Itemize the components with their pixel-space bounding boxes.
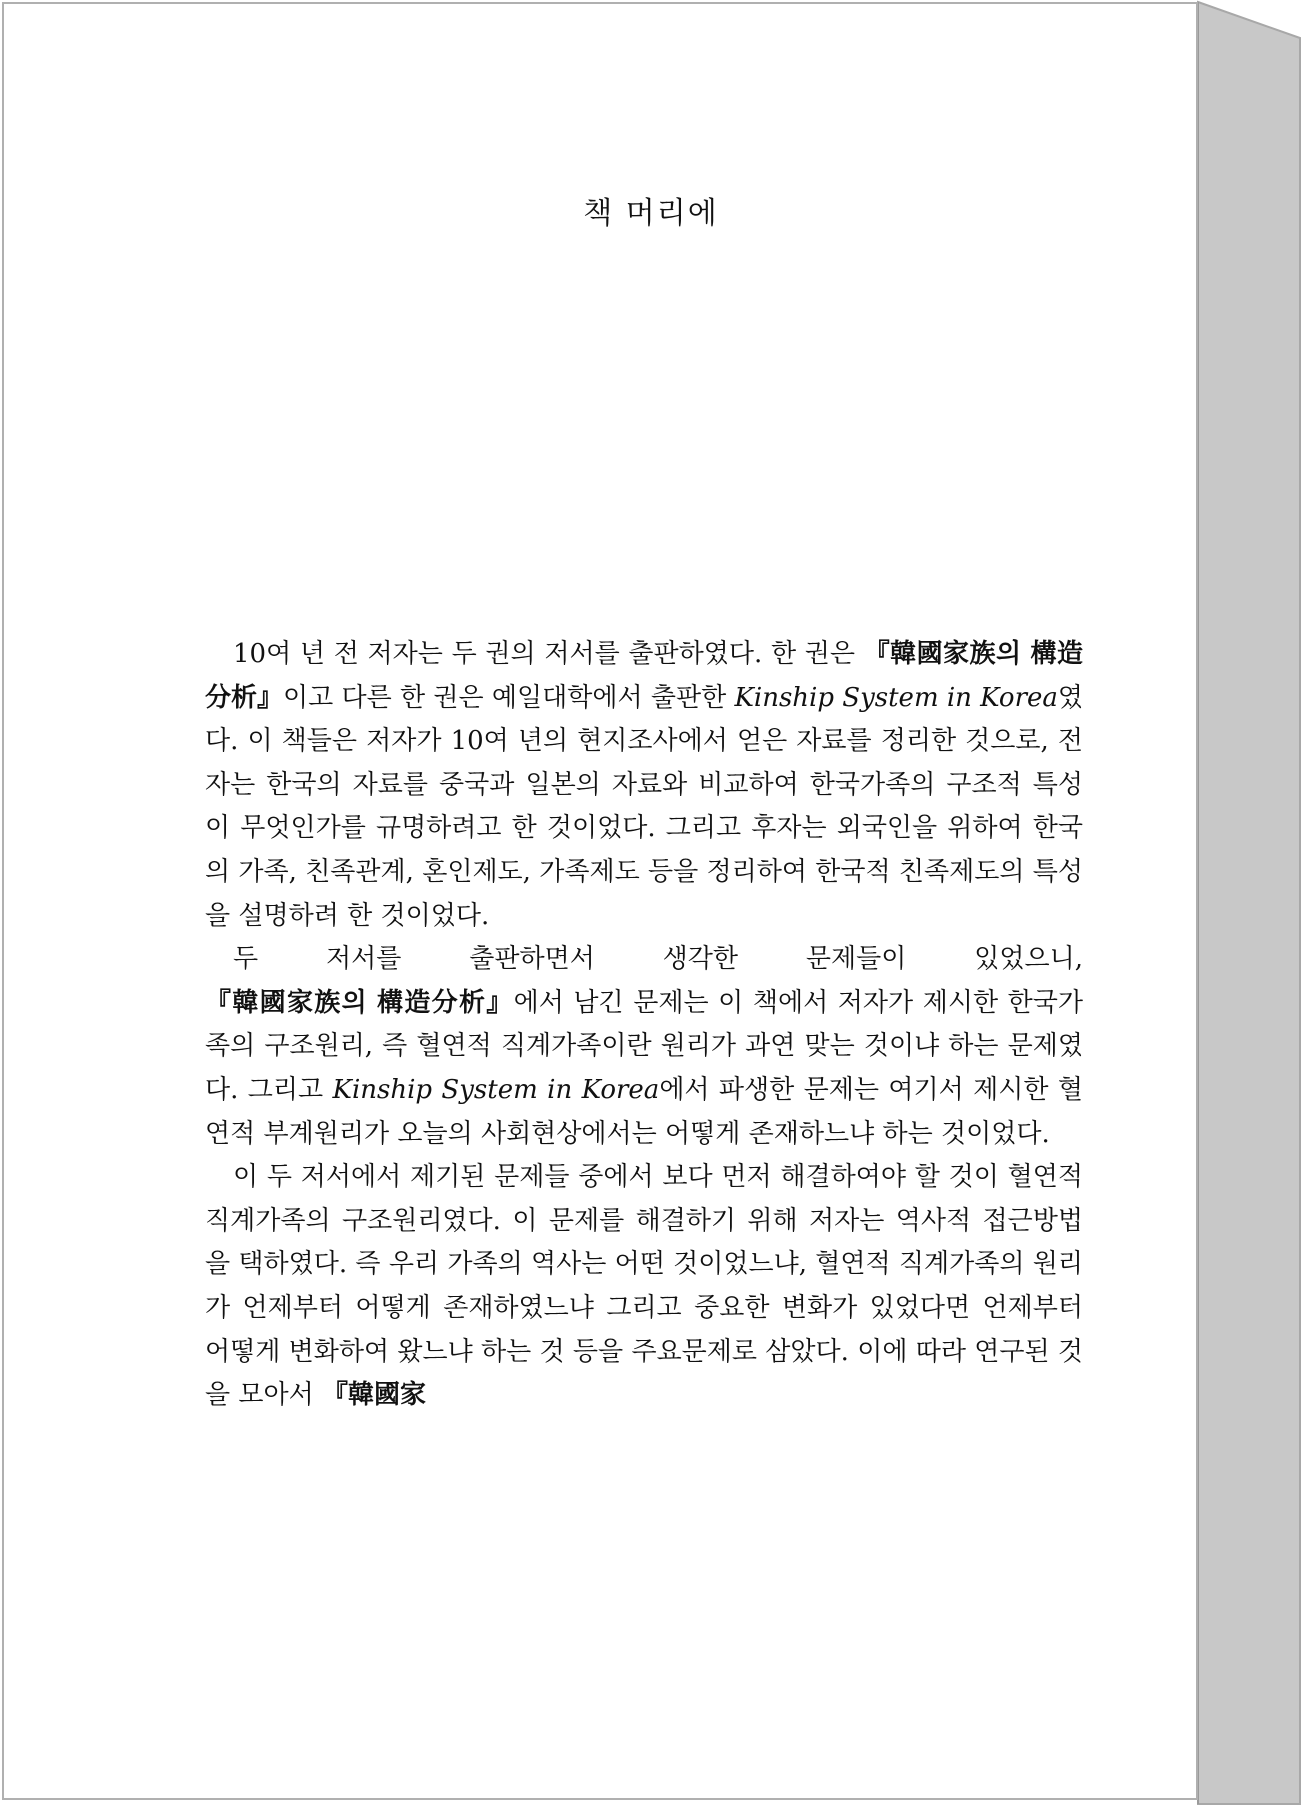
- paragraph-text: 였다. 이 책들은 저자가 10여 년의 현지조사에서 얻은 자료를 정리한 것으로, 전자는 한국의 자료를 중국과 일본의 자료와 비교하여 한국가족의 구조적 특성이 무엇인가를 규명하려고 한 것이었다. 그리고 후자는 외국인을 위하여 한국의 가족, 친족관계, 혼인제도, 가족제도 등을 정리하여 한국적 친족제도의 특성을 설명하려 한 것이었다.: [205, 682, 1084, 931]
- page-edge-side: [1198, 2, 1300, 1804]
- book-title-korean: 『韓國家族의 構造分析』: [205, 639, 1083, 713]
- paragraph-text: 에서 파생한 문제는 여기서 제시한 혈연적 부계원리가 오늘의 사회현상에서는 어떻게 존재하느냐 하는 것이었다.: [205, 1074, 1083, 1149]
- body-text: [205, 633, 1083, 1418]
- paragraph-text: 두 저서를 출판하면서 생각한 문제들이 있었으니,: [233, 944, 1083, 975]
- page-title: 책 머리에: [583, 196, 719, 231]
- paragraph-text: 에서 남긴 문제는 이 책에서 저자가 제시한 한국가족의 구조원리, 즉 혈연적 직계가족이란 원리가 과연 맞는 것이냐 하는 문제였다. 그리고: [205, 987, 1083, 1105]
- book-title-english: Kinship System in Korea: [734, 682, 1058, 713]
- paragraph-text: 이 두 저서에서 제기된 문제들 중에서 보다 먼저 해결하여야 할 것이 혈연적 직계가족의 구조원리였다. 이 문제를 해결하기 위해 저자는 역사적 접근방법을 택하였다. 즉 우리 가족의 역사는 어떤 것이었느냐, 혈연적 직계가족의 원리가 언제부터 어떻게 존재하였느냐 그리고 중요한 변화가 있었다면 언제부터 어떻게 변화하여 왔느냐 하는 것 등을 주요문제로 삼았다. 이에 따라 연구된 것을 모아서: [205, 1162, 1083, 1411]
- paragraph: [205, 938, 1083, 1156]
- paragraph-text: 이고 다른 한 권은 예일대학에서 출판한: [283, 682, 735, 713]
- book-title-korean: 『韓國家族의 構造分析』: [205, 987, 514, 1018]
- paragraph: [205, 1156, 1083, 1418]
- book-title-english: Kinship System in Korea: [332, 1074, 660, 1105]
- book-title-korean: 『韓國家: [322, 1380, 427, 1411]
- paragraph-text: 10여 년 전 저자는 두 권의 저서를 출판하였다. 한 권은: [233, 639, 864, 669]
- paragraph: [205, 633, 1083, 938]
